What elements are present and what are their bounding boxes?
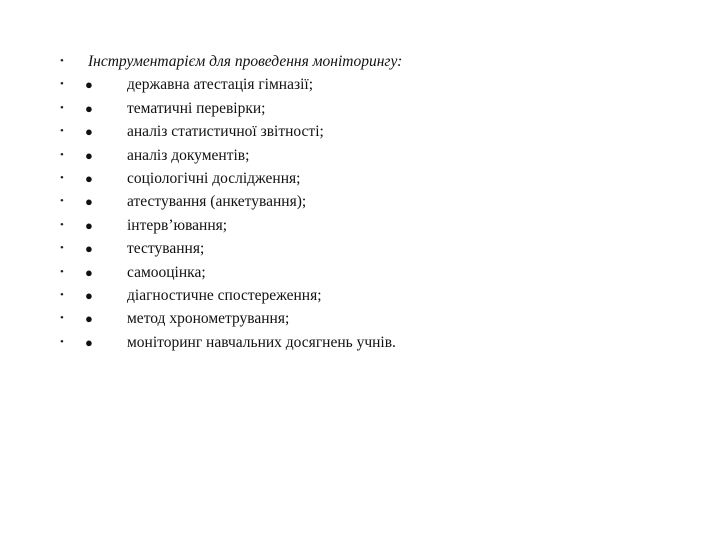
list-item-text: метод хронометрування; <box>127 310 290 328</box>
outer-bullet-icon: • <box>60 148 64 161</box>
outer-bullet-icon: • <box>60 288 64 301</box>
outer-bullet-icon: • <box>60 171 64 184</box>
outer-bullet-icon: • <box>60 101 64 114</box>
outer-bullet-icon: • <box>60 335 64 348</box>
inner-bullet-icon: ● <box>85 311 93 327</box>
inner-bullet-icon: ● <box>85 264 93 280</box>
outer-bullet-icon: • <box>60 78 64 91</box>
list-item-text: самооцінка; <box>127 263 206 281</box>
list-item-text: атестування (анкетування); <box>127 193 307 211</box>
list-item-text: державна атестація гімназії; <box>127 76 314 94</box>
list-item-text: діагностичне спостереження; <box>127 286 322 304</box>
outer-bullet-icon: • <box>60 312 64 325</box>
list-item-text: тематичні перевірки; <box>127 99 266 117</box>
inner-bullet-icon: ● <box>85 334 93 350</box>
outer-bullet-icon: • <box>60 242 64 255</box>
inner-bullet-icon: ● <box>85 147 93 163</box>
list-item-text: аналіз документів; <box>127 146 250 164</box>
inner-bullet-icon: ● <box>85 287 93 303</box>
list-item-text: інтерв’ювання; <box>127 216 228 234</box>
list-item-text: соціологічні дослідження; <box>127 169 301 187</box>
outer-bullet-icon: • <box>60 55 64 67</box>
inner-bullet-icon: ● <box>85 241 93 257</box>
inner-bullet-icon: ● <box>85 124 93 140</box>
outer-bullet-icon: • <box>60 195 64 208</box>
outer-bullet-icon: • <box>60 218 64 231</box>
inner-bullet-icon: ● <box>85 77 93 93</box>
list-item-text: аналіз статистичної звітності; <box>127 123 324 141</box>
inner-bullet-icon: ● <box>85 100 93 116</box>
inner-bullet-icon: ● <box>85 194 93 210</box>
outer-bullet-icon: • <box>60 265 64 278</box>
inner-bullet-icon: ● <box>85 170 93 186</box>
list-item-text: тестування; <box>127 240 205 258</box>
list-item-text: моніторинг навчальних досягнень учнів. <box>127 333 396 351</box>
list-heading: Інструментарієм для проведення моніторингу: <box>88 53 403 70</box>
inner-bullet-icon: ● <box>85 217 93 233</box>
outer-bullet-icon: • <box>60 125 64 138</box>
